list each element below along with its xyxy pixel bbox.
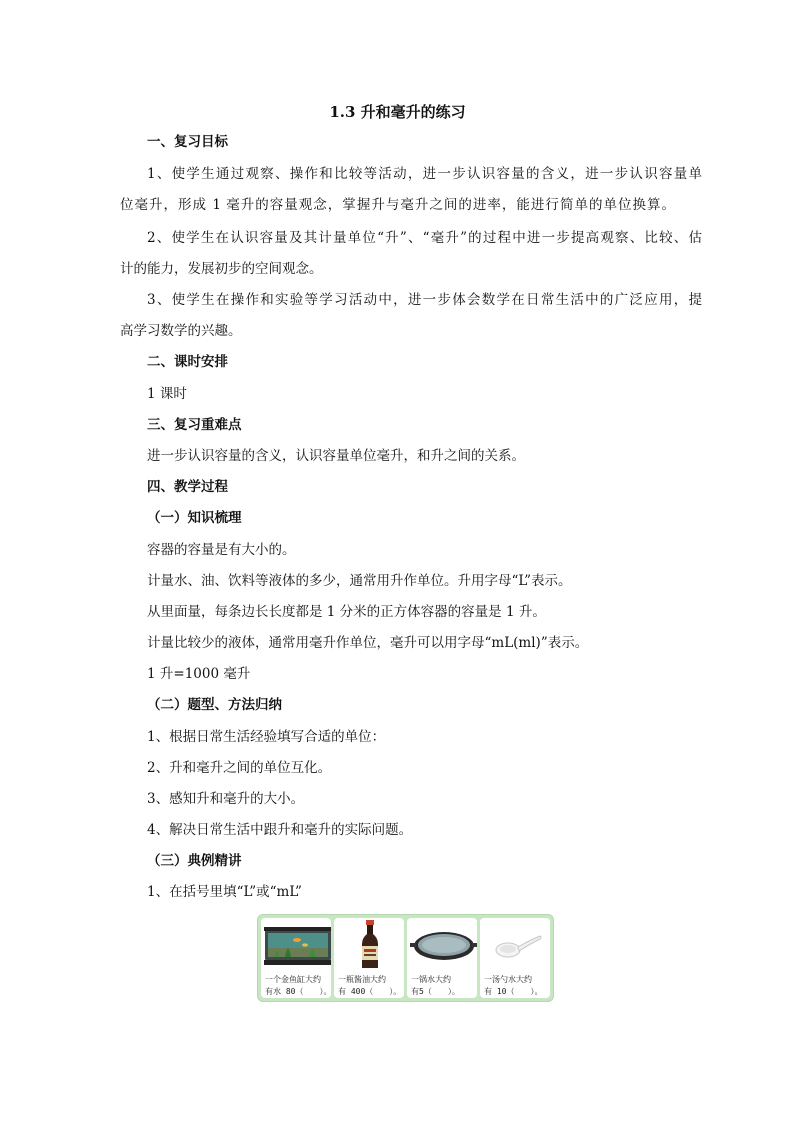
method-line-3: 3、感知升和毫升的大小。: [147, 791, 305, 807]
soy-sauce-bottle-icon: [334, 918, 404, 970]
knowledge-line-1: 容器的容量是有大小的。: [147, 542, 296, 558]
schedule-text: 1 课时: [147, 386, 187, 402]
method-line-2: 2、升和毫升之间的单位互化。: [147, 760, 332, 776]
figure-cell-wok: [407, 918, 477, 998]
method-line-1: 1、根据日常生活经验填写合适的单位：: [147, 729, 386, 745]
subheading-knowledge: （一）知识梳理: [147, 510, 242, 526]
fish-tank-icon: [261, 918, 331, 970]
goal-2-line-1: 2、使学生在认识容量及其计量单位“升”、“毫升”的过程中进一步提高观察、比较、估: [147, 230, 702, 246]
knowledge-line-3: 从里面量，每条边长长度都是 1 分米的正方体容器的容量是 1 升。: [147, 604, 546, 620]
subheading-examples: （三）典例精讲: [147, 853, 242, 869]
wok-icon: [407, 918, 477, 970]
wok-caption: 一锅水大约 有5（ ）。: [411, 975, 460, 996]
spoon-icon: [480, 918, 550, 970]
knowledge-line-5: 1 升=1000 毫升: [147, 666, 251, 682]
capacity-example-figure: [257, 914, 554, 1002]
figure-cell-fish-tank: [261, 918, 331, 998]
goal-3-line-1: 3、使学生在操作和实验等学习活动中，进一步体会数学在日常生活中的广泛应用，提: [147, 292, 702, 308]
section-heading-key-points: 三、复习重难点: [147, 417, 242, 433]
figure-cell-soy-sauce: [334, 918, 404, 998]
method-line-4: 4、解决日常生活中跟升和毫升的实际问题。: [147, 822, 413, 838]
goal-3-line-2: 高学习数学的兴趣。: [120, 323, 242, 339]
section-heading-schedule: 二、课时安排: [147, 354, 228, 370]
figure-cell-spoon: [480, 918, 550, 998]
goal-1-line-2: 位毫升，形成 1 毫升的容量观念，掌握升与毫升之间的进率，能进行简单的单位换算。: [120, 197, 675, 213]
key-points-text: 进一步认识容量的含义，认识容量单位毫升，和升之间的关系。: [147, 448, 525, 464]
goal-2-line-2: 计的能力，发展初步的空间观念。: [120, 261, 323, 277]
knowledge-line-2: 计量水、油、饮料等液体的多少，通常用升作单位。升用字母“L”表示。: [147, 573, 572, 589]
soy-sauce-caption: 一瓶酱油大约 有 400（ ）。: [338, 975, 402, 996]
example-line-1: 1、在括号里填“L”或“mL”: [147, 884, 302, 900]
subheading-methods: （二）题型、方法归纳: [147, 697, 282, 713]
spoon-caption: 一汤勺水大约 有 10（ ）。: [484, 975, 543, 996]
fish-tank-caption: 一个金鱼缸大约 有水 80（ ）。: [265, 975, 331, 996]
goal-1-line-1: 1、使学生通过观察、操作和比较等活动，进一步认识容量的含义，进一步认识容量单: [147, 166, 702, 182]
page-title: 1.3 升和毫升的练习: [329, 103, 466, 121]
knowledge-line-4: 计量比较少的液体，通常用毫升作单位，毫升可以用字母“mL(ml)”表示。: [147, 635, 589, 651]
section-heading-goals: 一、复习目标: [147, 134, 228, 150]
section-heading-process: 四、教学过程: [147, 479, 228, 495]
